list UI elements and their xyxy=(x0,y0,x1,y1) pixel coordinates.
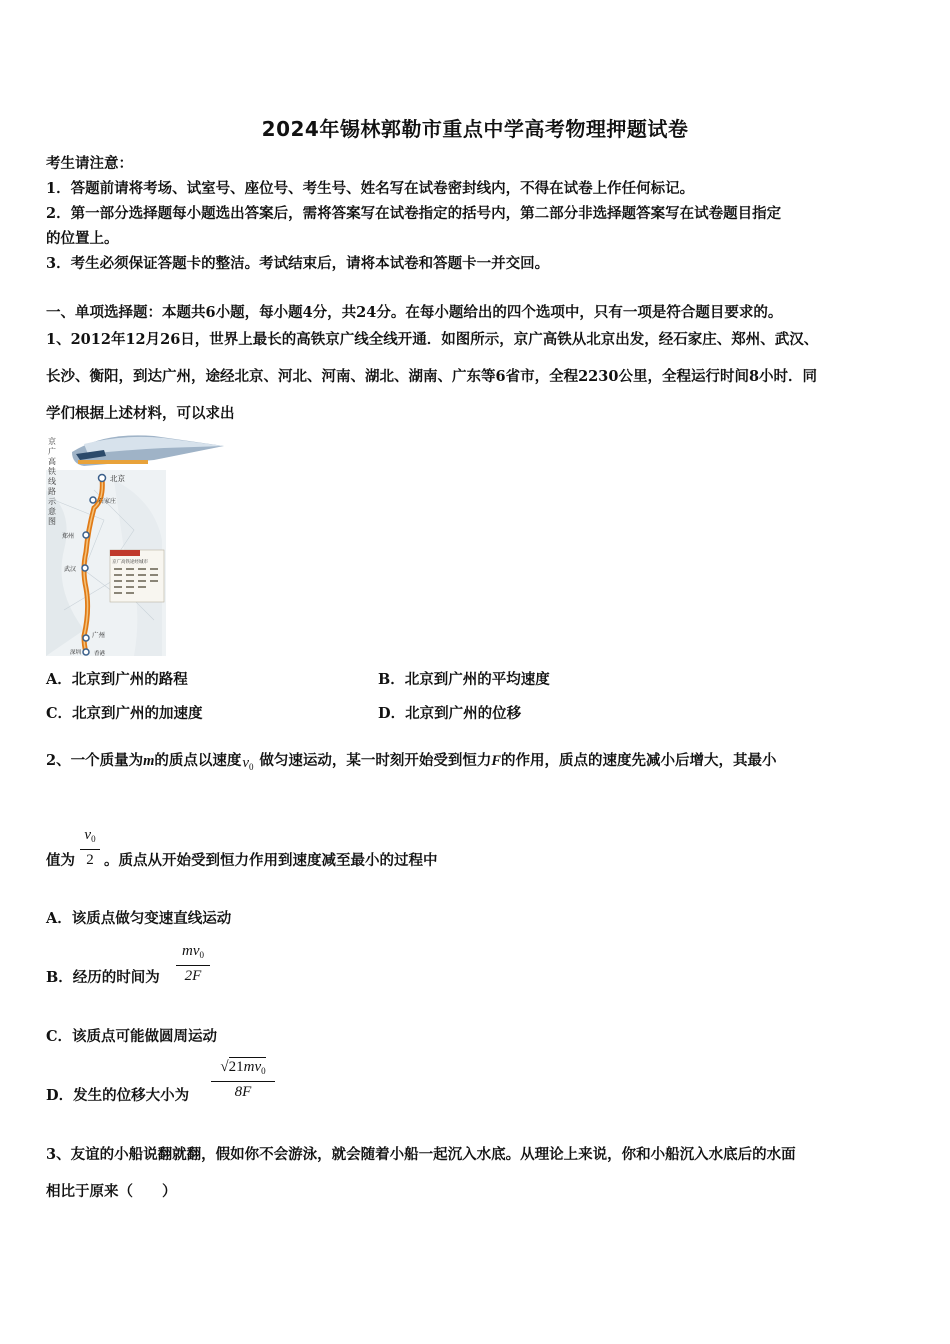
svg-text:图: 图 xyxy=(48,517,56,526)
svg-text:意: 意 xyxy=(48,507,56,516)
q2-option-a[interactable]: A．该质点做匀变速直线运动 xyxy=(46,910,232,927)
svg-text:线: 线 xyxy=(48,477,56,486)
q2-text: 。质点从开始受到恒力作用到速度减至最小的过程中 xyxy=(104,852,438,869)
svg-text:广: 广 xyxy=(48,447,56,456)
q1-text: 1、2012年12月26日，世界上最长的高铁京广线全线开通．如图所示，京广高铁从北京出发，经石家庄、郑州、武汉、 xyxy=(46,331,819,348)
map-legend-title: 京广高铁途经城市 xyxy=(112,560,148,565)
q2-option-d[interactable]: D．发生的位移大小为 xyxy=(46,1087,190,1104)
svg-text:路: 路 xyxy=(48,487,56,496)
q2-option-b[interactable]: B．经历的时间为 xyxy=(46,969,160,986)
map-city-label: 广州 xyxy=(92,631,105,639)
q1-option-a[interactable]: A．北京到广州的路程 xyxy=(46,671,188,688)
q1-text: 长沙、衡阳，到达广州，途经北京、河北、河南、湖北、湖南、广东等6省市，全程2230公里，全程运行时间8小时．同 xyxy=(46,368,818,385)
rail-map-figure xyxy=(44,430,234,658)
q3-text: 3、友谊的小船说翻就翻，假如你不会游泳，就会随着小船一起沉入水底。从理论上来说，你和小船沉入水底后的水面 xyxy=(46,1146,796,1163)
q2-text: 2、一个质量为m的质点以速度 $v_0$ 做匀速运动，某一时刻开始受到恒力F的作用，质点的速度先减小后增大，其最小 xyxy=(46,752,777,772)
map-city-label: 香港 xyxy=(94,651,106,657)
map-city-label: 北京 xyxy=(110,474,125,483)
q1-option-d[interactable]: D．北京到广州的位移 xyxy=(378,705,522,722)
section-heading: 一、单项选择题：本题共6小题，每小题4分，共24分。在每小题给出的四个选项中，只有一项是符合题目要求的。 xyxy=(46,304,783,321)
fraction-v0-over-2: $v_0$ 2 xyxy=(80,826,100,869)
map-city-label: 武汉 xyxy=(64,566,77,573)
q2-text: 值为 xyxy=(46,852,75,869)
map-city-label: 深圳 xyxy=(70,650,82,656)
q1-text: 学们根据上述材料，可以求出 xyxy=(46,405,235,422)
svg-text:高: 高 xyxy=(48,457,56,466)
notice-heading: 考生请注意： xyxy=(46,155,133,172)
notice-item: 的位置上。 xyxy=(46,230,119,247)
q1-option-c[interactable]: C．北京到广州的加速度 xyxy=(46,705,203,722)
notice-item: 3．考生必须保证答题卡的整洁。考试结束后，请将本试卷和答题卡一并交回。 xyxy=(46,255,550,272)
q1-option-b[interactable]: B．北京到广州的平均速度 xyxy=(378,671,550,688)
page-title: 2024年锡林郭勒市重点中学高考物理押题试卷 xyxy=(261,117,689,141)
notice-item: 1．答题前请将考场、试室号、座位号、考生号、姓名写在试卷密封线内，不得在试卷上作任何标记。 xyxy=(46,180,695,197)
svg-text:示: 示 xyxy=(48,497,56,506)
q3-text: 相比于原来（ ） xyxy=(46,1183,177,1200)
v0-symbol: $v_0$ xyxy=(242,755,254,772)
fraction-mv0-over-2F: $mv_0$ 2F xyxy=(176,942,210,985)
map-city-label: 石家庄 xyxy=(98,498,117,505)
map-side-title: 京 xyxy=(48,437,56,446)
svg-text:铁: 铁 xyxy=(48,467,56,476)
notice-item: 2．第一部分选择题每小题选出答案后，需将答案写在试卷指定的括号内，第二部分非选择题答案写在试卷题目指定 xyxy=(46,205,782,222)
fraction-sqrt21mv0-over-8F: $√21mv_0$ 8F xyxy=(211,1058,275,1101)
map-city-label: 郑州 xyxy=(62,533,75,540)
q2-option-c[interactable]: C．该质点可能做圆周运动 xyxy=(46,1028,218,1045)
